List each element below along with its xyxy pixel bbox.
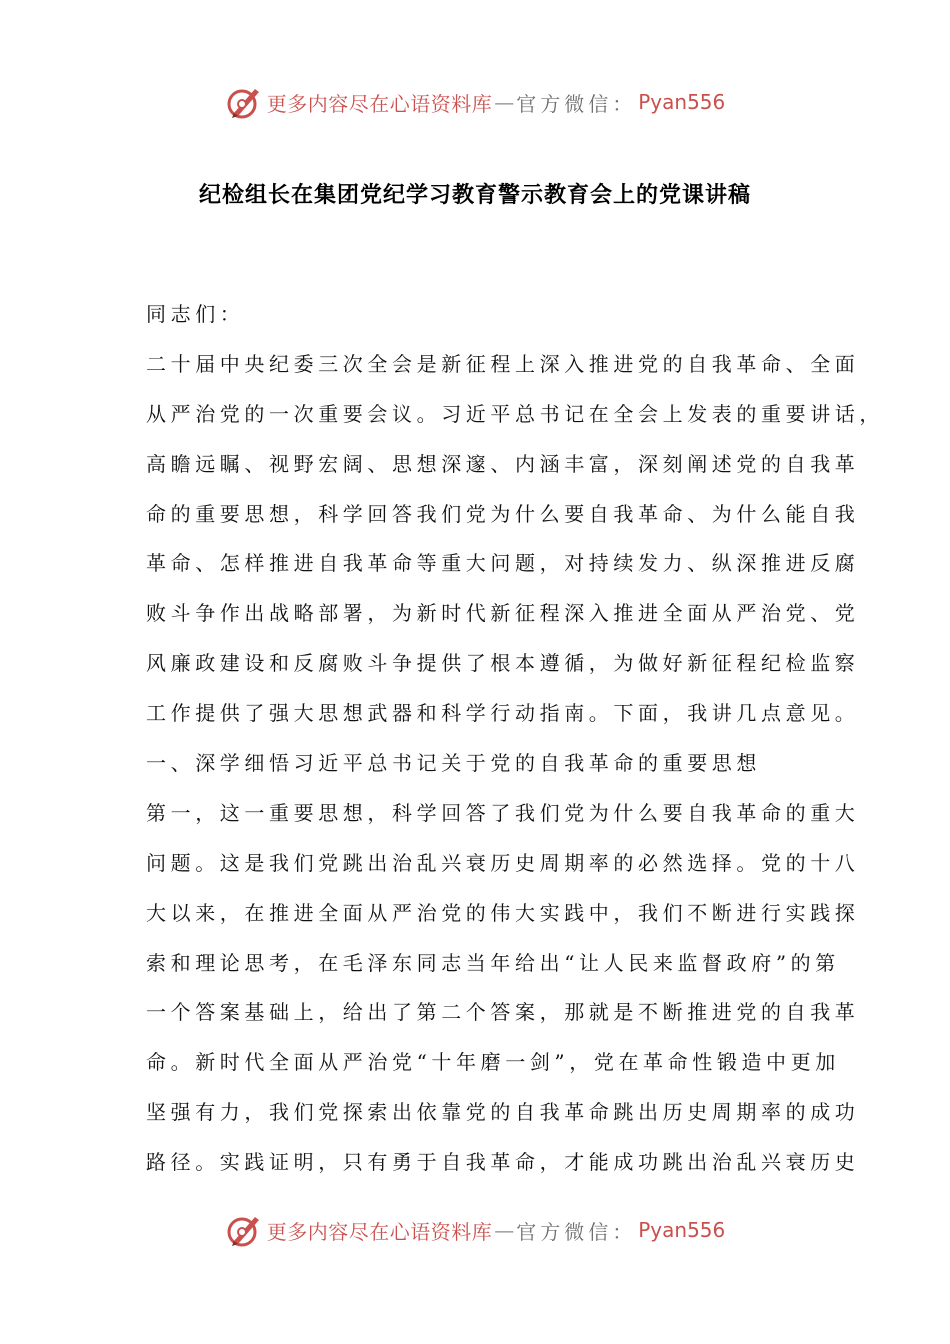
footer-banner xyxy=(0,1208,950,1252)
body-line: 大以来，在推进全面从严治党的伟大实践中，我们不断进行实践探 xyxy=(146,900,860,925)
body-line: 坚强有力，我们党探索出依靠党的自我革命跳出历史周期率的成功 xyxy=(146,1100,860,1125)
pen-circle-logo-icon xyxy=(225,1211,263,1249)
body-line: 二十届中央纪委三次全会是新征程上深入推进党的自我革命、全面 xyxy=(146,351,860,376)
section-heading: 一、深学细悟习近平总书记关于党的自我革命的重要思想 xyxy=(146,751,761,776)
body-line: 工作提供了强大思想武器和科学行动指南。下面，我讲几点意见。 xyxy=(146,701,860,726)
body-line: 败斗争作出战略部署，为新时代新征程深入推进全面从严治党、党 xyxy=(146,601,860,626)
body-line: 风廉政建设和反腐败斗争提供了根本遵循，为做好新征程纪检监察 xyxy=(146,651,860,676)
banner-slogan: 更多内容尽在心语资料库 xyxy=(266,1219,493,1244)
banner-slogan: 更多内容尽在心语资料库 xyxy=(266,91,493,116)
banner-dash: — xyxy=(494,1218,515,1242)
body-line: 命的重要思想，科学回答我们党为什么要自我革命、为什么能自我 xyxy=(146,501,860,526)
body-line: 索和理论思考，在毛泽东同志当年给出“让人民来监督政府”的第 xyxy=(146,950,840,975)
body-line: 高瞻远瞩、视野宏阔、思想深邃、内涵丰富，深刻阐述党的自我革 xyxy=(146,451,860,476)
body-line: 问题。这是我们党跳出治乱兴衰历史周期率的必然选择。党的十八 xyxy=(146,850,860,875)
salutation-line: 同志们： xyxy=(146,302,245,326)
banner-wechat-id: Pyan556 xyxy=(638,90,726,114)
body-line: 第一，这一重要思想，科学回答了我们党为什么要自我革命的重大 xyxy=(146,800,860,825)
body-line: 一个答案基础上，给出了第二个答案，那就是不断推进党的自我革 xyxy=(146,1000,860,1025)
header-banner xyxy=(0,80,950,124)
document-title: 纪检组长在集团党纪学习教育警示教育会上的党课讲稿 xyxy=(198,183,751,208)
document-body xyxy=(146,290,884,1188)
body-line: 路径。实践证明，只有勇于自我革命，才能成功跳出治乱兴衰历史 xyxy=(146,1150,860,1175)
banner-wechat-id: Pyan556 xyxy=(638,1218,726,1242)
pen-circle-logo-icon xyxy=(225,83,263,121)
body-line: 从严治党的一次重要会议。习近平总书记在全会上发表的重要讲话， xyxy=(146,401,884,426)
banner-dash: — xyxy=(494,90,515,114)
body-line: 命。新时代全面从严治党“十年磨一剑”，党在革命性锻造中更加 xyxy=(146,1050,840,1075)
banner-wechat-label: 官方微信： xyxy=(516,91,637,116)
body-line: 革命、怎样推进自我革命等重大问题，对持续发力、纵深推进反腐 xyxy=(146,551,860,576)
banner-wechat-label: 官方微信： xyxy=(516,1219,637,1244)
